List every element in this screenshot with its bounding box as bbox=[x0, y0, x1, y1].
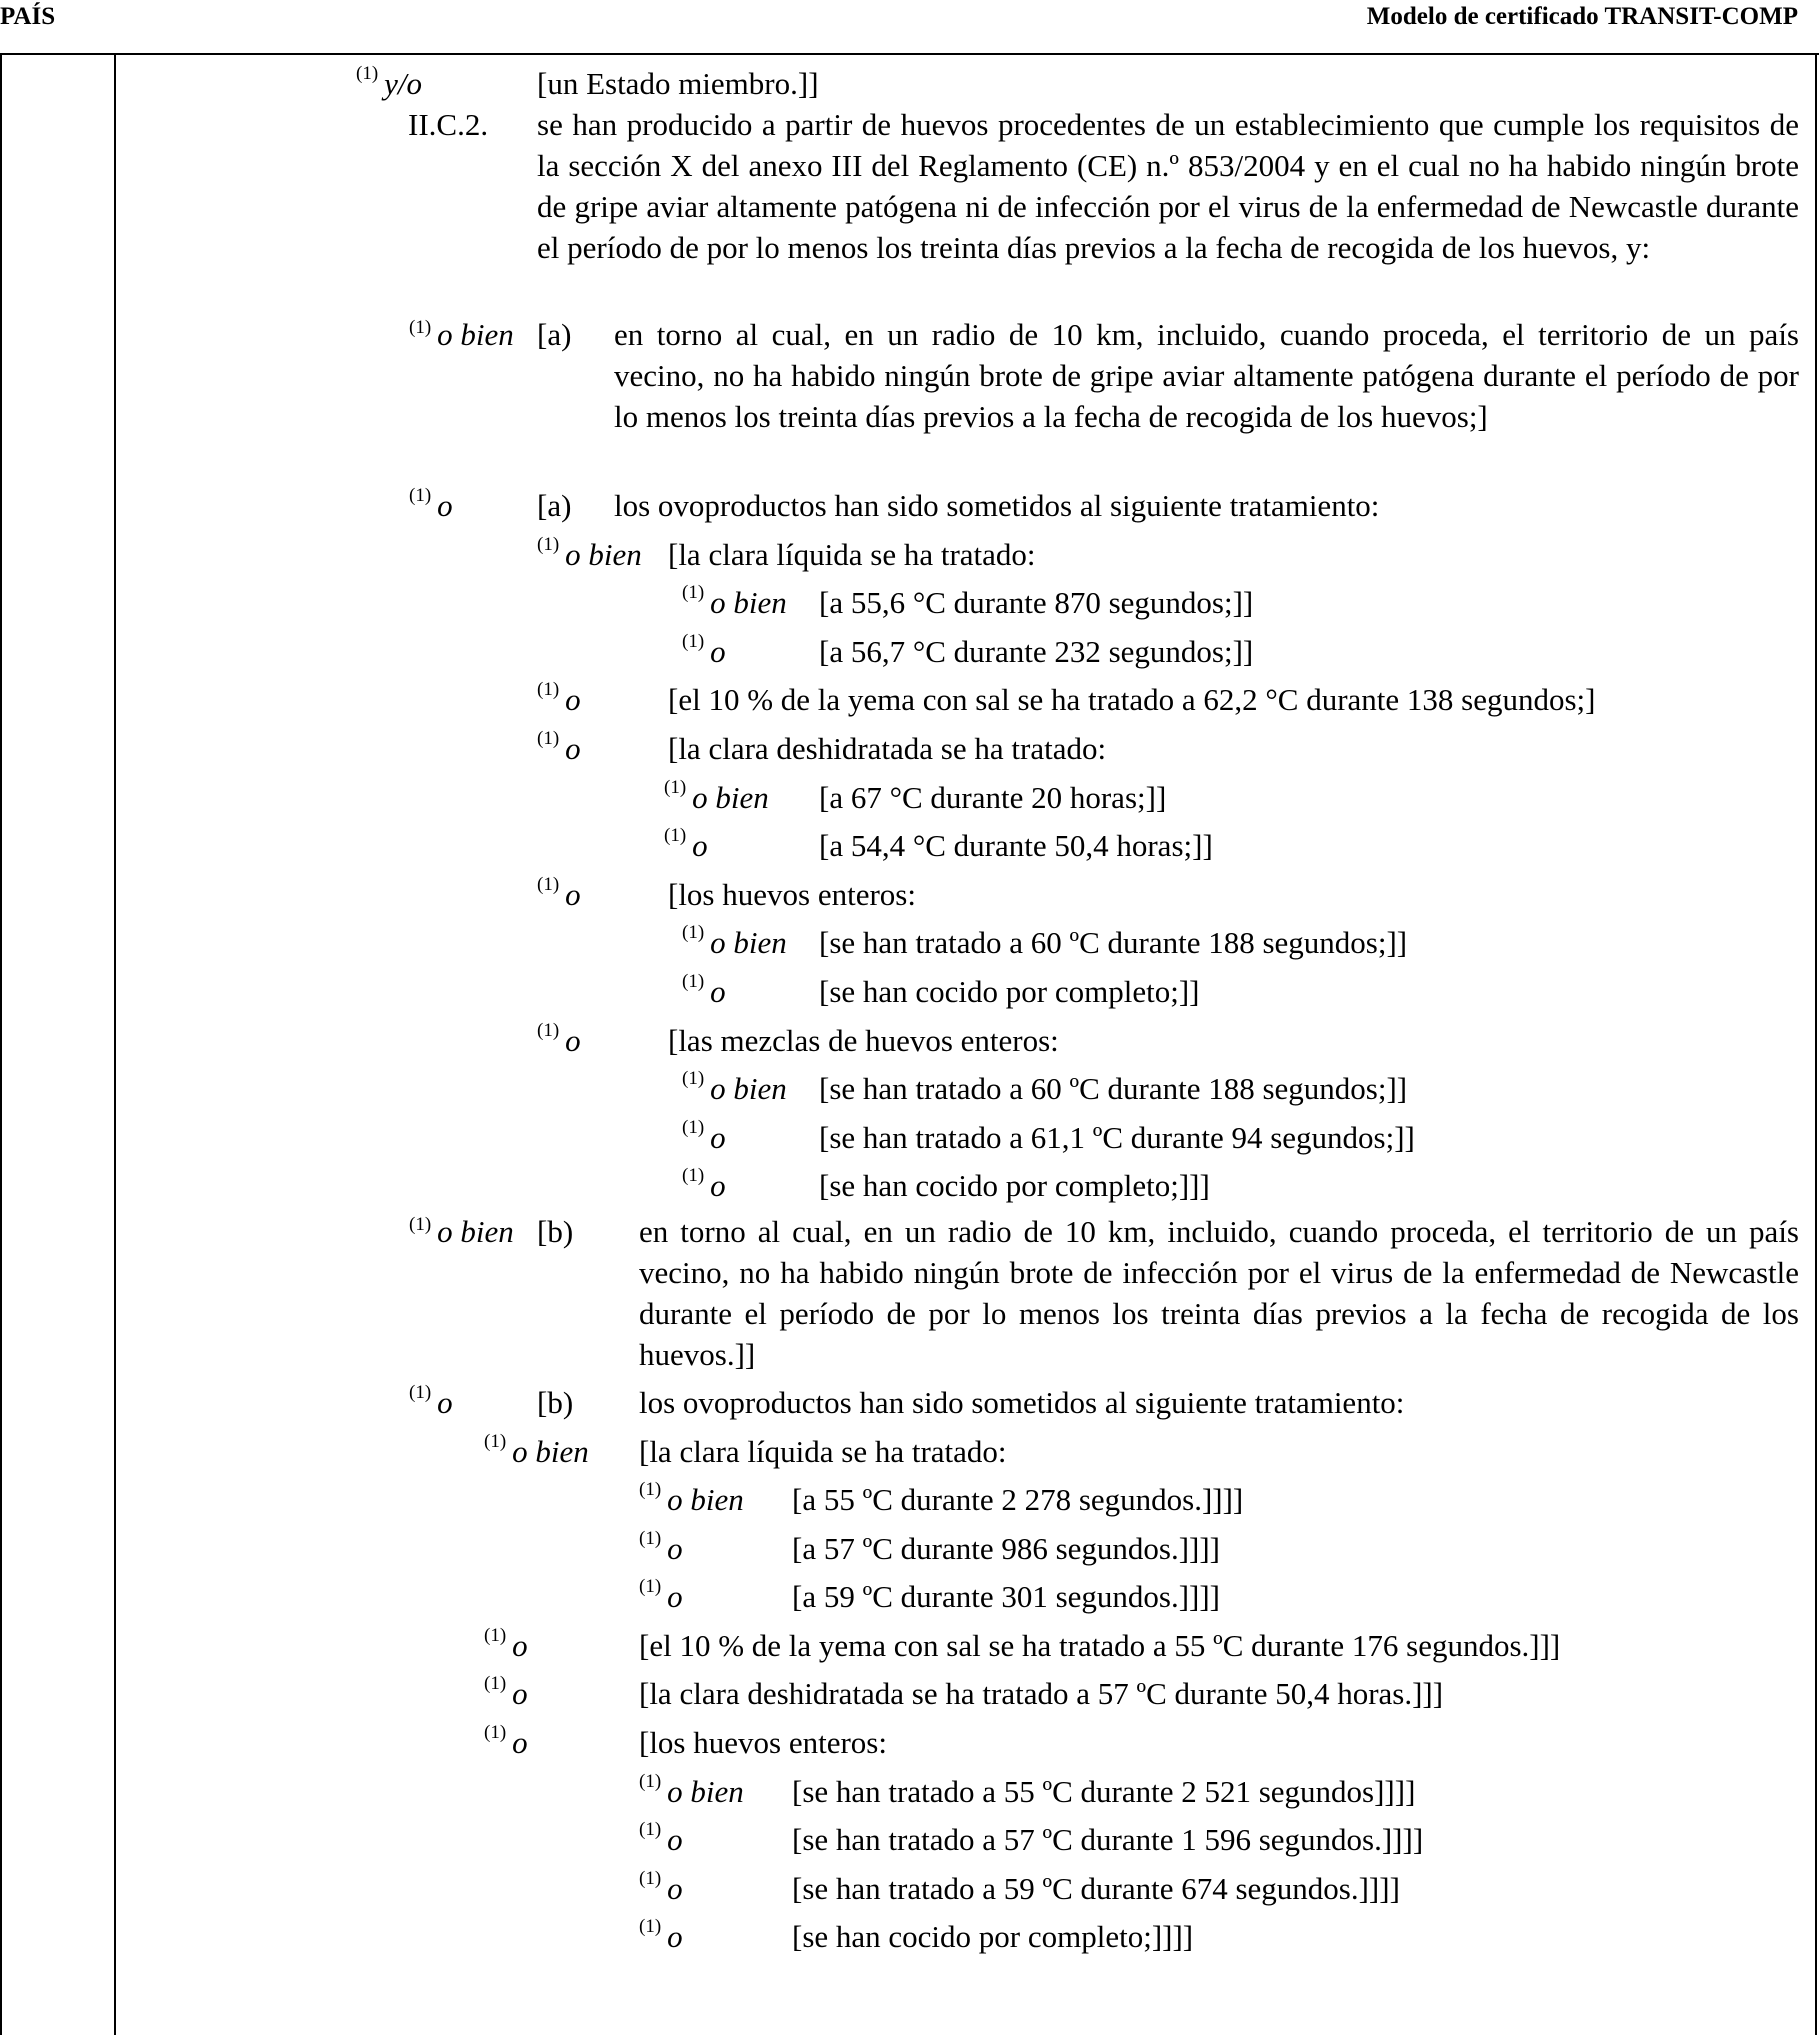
footnote-mark: (1) bbox=[484, 1673, 507, 1695]
footnote-mark: (1) bbox=[682, 1116, 705, 1138]
clause-paragraph bbox=[0, 1211, 1819, 1379]
option-label: $^{(1)}$ o bien bbox=[639, 1479, 744, 1518]
option-label: $^{(1)}$ o bbox=[537, 679, 581, 718]
clause-line bbox=[0, 968, 1819, 1017]
clause-paragraph bbox=[0, 314, 1819, 482]
option-label: $^{(1)}$ y/o bbox=[356, 63, 423, 101]
option-label: $^{(1)}$ o bbox=[639, 1916, 683, 1955]
header-rule bbox=[0, 53, 1819, 55]
footnote-mark: (1) bbox=[639, 1916, 662, 1938]
footnote-mark: (1) bbox=[537, 533, 560, 555]
clause-line bbox=[0, 1622, 1819, 1671]
clause-line bbox=[0, 822, 1819, 871]
clause-line bbox=[0, 1065, 1819, 1114]
footnote-mark: (1) bbox=[639, 1479, 662, 1501]
clause-text: [se han tratado a 59 ºC durante 674 segundos.]]]] bbox=[792, 1870, 1400, 1906]
footnote-mark: (1) bbox=[639, 1770, 662, 1792]
option-label: $^{(1)}$ o bbox=[639, 1576, 683, 1615]
clause-line bbox=[0, 579, 1819, 628]
clause-line bbox=[0, 1719, 1819, 1768]
clause-text: [la clara líquida se ha tratado: bbox=[639, 1433, 1007, 1469]
clause-line bbox=[0, 774, 1819, 823]
footnote-mark: (1) bbox=[537, 679, 560, 701]
option-label: $^{(1)}$ o bbox=[682, 630, 726, 669]
clause-text: [se han tratado a 61,1 ºC durante 94 segundos;]] bbox=[819, 1119, 1415, 1155]
clause-text: [se han tratado a 60 ºC durante 188 segundos;]] bbox=[819, 1071, 1408, 1107]
clause-number: II.C.2. bbox=[408, 107, 489, 142]
clause-text: [los huevos enteros: bbox=[668, 876, 916, 912]
footnote-mark: (1) bbox=[639, 1819, 662, 1841]
clause-line bbox=[0, 1017, 1819, 1066]
clause-text: [se han tratado a 55 ºC durante 2 521 segundos]]]] bbox=[792, 1773, 1416, 1809]
clause-letter: [a) bbox=[537, 317, 572, 352]
clause-line bbox=[0, 1525, 1819, 1574]
option-label: $^{(1)}$ o bien bbox=[409, 317, 514, 352]
clause-paragraph bbox=[0, 104, 1819, 314]
clause-line bbox=[0, 1428, 1819, 1477]
option-label: $^{(1)}$ o bien bbox=[639, 1770, 744, 1809]
option-label: $^{(1)}$ o bbox=[682, 1116, 726, 1155]
option-label: $^{(1)}$ o bien bbox=[682, 582, 787, 621]
option-label: $^{(1)}$ o bbox=[484, 1673, 528, 1712]
clause-line bbox=[0, 1670, 1819, 1719]
clause-line bbox=[0, 1865, 1819, 1914]
clause-text: [a 55 ºC durante 2 278 segundos.]]]] bbox=[792, 1482, 1244, 1518]
header-country: PAÍS bbox=[0, 3, 56, 30]
clause-line bbox=[0, 1379, 1819, 1428]
footnote-mark: (1) bbox=[639, 1867, 662, 1889]
footnote-mark: (1) bbox=[537, 727, 560, 749]
clause-text: [la clara deshidratada se ha tratado a 57 ºC durante 50,4 horas.]]] bbox=[639, 1676, 1444, 1712]
clause-text: [un Estado miembro.]] bbox=[537, 66, 819, 101]
clause-text: [a 55,6 °C durante 870 segundos;]] bbox=[819, 585, 1254, 621]
clause-line bbox=[0, 60, 1819, 104]
option-label: $^{(1)}$ o bbox=[639, 1527, 683, 1566]
option-label: $^{(1)}$ o bien bbox=[409, 1213, 514, 1249]
option-label: $^{(1)}$ o bbox=[484, 1624, 528, 1663]
option-label: $^{(1)}$ o bien bbox=[537, 533, 642, 572]
option-label: $^{(1)}$ o bbox=[537, 727, 581, 766]
clause-text: los ovoproductos han sido sometidos al siguiente tratamiento: bbox=[639, 1384, 1405, 1420]
clause-line bbox=[0, 1768, 1819, 1817]
clause-line bbox=[0, 676, 1819, 725]
clause-line bbox=[0, 725, 1819, 774]
option-label: $^{(1)}$ o bien bbox=[682, 922, 787, 961]
clause-line bbox=[0, 1114, 1819, 1163]
clause-text: en torno al cual, en un radio de 10 km, incluido, cuando proceda, el territorio de un país vecino, no ha habido ningún brote de gripe aviar altamente patógena durante el período de por lo menos los treinta días previos a la fecha de recogida de los huevos;] bbox=[614, 317, 1799, 434]
footnote-mark: (1) bbox=[409, 485, 432, 506]
clause-text: [a 59 ºC durante 301 segundos.]]]] bbox=[792, 1579, 1221, 1615]
clause-letter: [b) bbox=[537, 1384, 574, 1420]
certificate-body bbox=[0, 60, 1819, 1962]
clause-text: se han producido a partir de huevos procedentes de un establecimiento que cumple los requisitos de la sección X del anexo III del Reglamento (CE) n.º 853/2004 y en el cual no ha habido ningún brote de gripe aviar altamente patógena ni de infección por el virus de la enfermedad de Newcastle durante el período de por lo menos los treinta días previos a la fecha de recogida de los huevos, y: bbox=[537, 107, 1799, 265]
clause-text: [se han tratado a 57 ºC durante 1 596 segundos.]]]] bbox=[792, 1822, 1424, 1858]
clause-line bbox=[0, 1162, 1819, 1211]
option-label: $^{(1)}$ o bbox=[639, 1819, 683, 1858]
footnote-mark: (1) bbox=[409, 1381, 432, 1403]
option-label: $^{(1)}$ o bbox=[409, 1381, 453, 1420]
clause-letter: [b) bbox=[537, 1213, 574, 1249]
option-label: $^{(1)}$ o bien bbox=[484, 1430, 589, 1469]
clause-text: [los huevos enteros: bbox=[639, 1725, 887, 1761]
clause-text: [la clara deshidratada se ha tratado: bbox=[668, 730, 1107, 766]
footnote-mark: (1) bbox=[682, 1165, 705, 1187]
clause-text: [a 57 ºC durante 986 segundos.]]]] bbox=[792, 1530, 1221, 1566]
clause-line bbox=[0, 1816, 1819, 1865]
option-label: $^{(1)}$ o bbox=[484, 1722, 528, 1761]
clause-text: [el 10 % de la yema con sal se ha tratado a 62,2 °C durante 138 segundos;] bbox=[668, 682, 1596, 718]
clause-text: [a 67 °C durante 20 horas;]] bbox=[819, 779, 1167, 815]
footnote-mark: (1) bbox=[682, 630, 705, 652]
clause-line bbox=[0, 871, 1819, 920]
clause-letter: [a) bbox=[537, 488, 572, 523]
footnote-mark: (1) bbox=[682, 1068, 705, 1090]
footnote-mark: (1) bbox=[682, 922, 705, 944]
clause-text: [la clara líquida se ha tratado: bbox=[668, 536, 1036, 572]
footnote-mark: (1) bbox=[639, 1576, 662, 1598]
footnote-mark: (1) bbox=[682, 970, 705, 992]
option-label: $^{(1)}$ o bbox=[682, 970, 726, 1009]
footnote-mark: (1) bbox=[639, 1527, 662, 1549]
footnote-mark: (1) bbox=[537, 873, 560, 895]
clause-text: [se han cocido por completo;]] bbox=[819, 973, 1200, 1009]
clause-line bbox=[0, 1573, 1819, 1622]
clause-text: [se han cocido por completo;]]]] bbox=[792, 1919, 1194, 1955]
clause-text: [se han tratado a 60 ºC durante 188 segundos;]] bbox=[819, 925, 1408, 961]
clause-text: [a 54,4 °C durante 50,4 horas;]] bbox=[819, 828, 1213, 864]
option-label: $^{(1)}$ o bien bbox=[664, 776, 769, 815]
clause-line bbox=[0, 628, 1819, 677]
clause-line bbox=[0, 1476, 1819, 1525]
clause-text: [las mezclas de huevos enteros: bbox=[668, 1022, 1059, 1058]
clause-line bbox=[0, 531, 1819, 580]
header-certificate-title: Modelo de certificado TRANSIT-COMP bbox=[1366, 3, 1798, 30]
clause-text: [a 56,7 °C durante 232 segundos;]] bbox=[819, 633, 1254, 669]
option-label: $^{(1)}$ o bbox=[682, 1165, 726, 1204]
footnote-mark: (1) bbox=[484, 1722, 507, 1744]
footnote-mark: (1) bbox=[664, 776, 687, 798]
footnote-mark: (1) bbox=[537, 1019, 560, 1041]
clause-line bbox=[0, 1913, 1819, 1962]
clause-line bbox=[0, 919, 1819, 968]
footnote-mark: (1) bbox=[409, 317, 432, 338]
option-label: $^{(1)}$ o bbox=[664, 825, 708, 864]
option-label: $^{(1)}$ o bbox=[409, 485, 453, 523]
option-label: $^{(1)}$ o bien bbox=[682, 1068, 787, 1107]
footnote-mark: (1) bbox=[484, 1624, 507, 1646]
clause-text: en torno al cual, en un radio de 10 km, incluido, cuando proceda, el territorio de un país vecino, no ha habido ningún brote de infección por el virus de la enfermedad de Newcastle durante el período de por lo menos los treinta días previos a la fecha de recogida de los huevos.]] bbox=[639, 1213, 1799, 1372]
option-label: $^{(1)}$ o bbox=[537, 873, 581, 912]
footnote-mark: (1) bbox=[664, 825, 687, 847]
footnote-mark: (1) bbox=[484, 1430, 507, 1452]
footnote-mark: (1) bbox=[682, 582, 705, 604]
clause-line bbox=[0, 482, 1819, 531]
footnote-mark: (1) bbox=[409, 1213, 432, 1235]
clause-text: [se han cocido por completo;]]] bbox=[819, 1168, 1210, 1204]
option-label: $^{(1)}$ o bbox=[537, 1019, 581, 1058]
clause-text: los ovoproductos han sido sometidos al siguiente tratamiento: bbox=[614, 488, 1380, 523]
footnote-mark: (1) bbox=[356, 63, 379, 84]
clause-text: [el 10 % de la yema con sal se ha tratado a 55 ºC durante 176 segundos.]]] bbox=[639, 1627, 1561, 1663]
option-label: $^{(1)}$ o bbox=[639, 1867, 683, 1906]
